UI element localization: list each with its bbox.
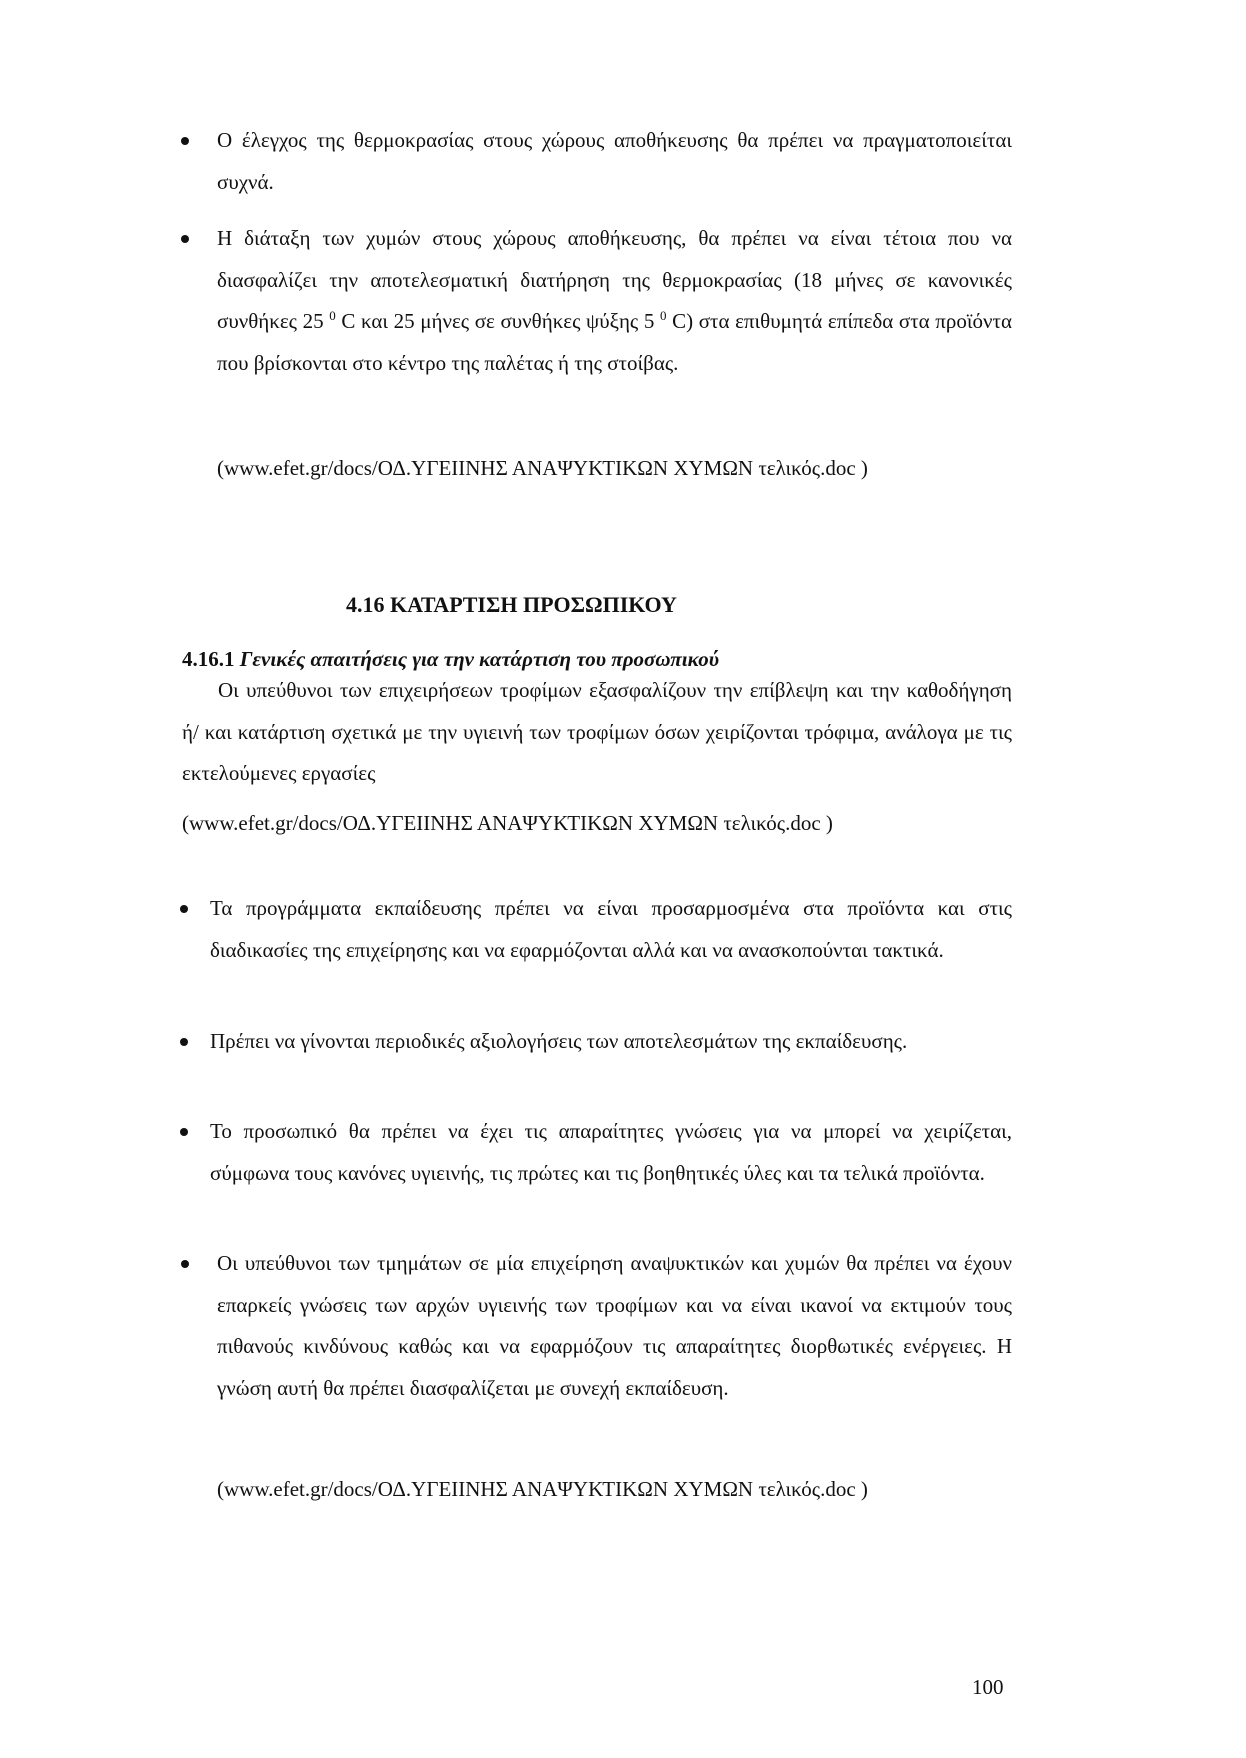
- bullet-text: Η διάταξη των χυμών στους χώρους αποθήκευσης, θα πρέπει να είναι τέτοια που να διασφαλίζει την αποτελεσματική διατήρηση της θερμοκρασίας (18 μήνες σε κανονικές συνθήκες 25 $^0$ C και 25 μήνες σε συνθήκες ψύξης 5 $^0$ C) στα επιθυμητά επίπεδα στα προϊόντα που βρίσκονται στο κέντρο της παλέτας ή της στοίβας.: [217, 226, 1012, 375]
- bullet-icon: [180, 905, 188, 913]
- page-number: 100: [972, 1675, 1004, 1699]
- bullet-text: Το προσωπικό θα πρέπει να έχει τις απαραίτητες γνώσεις για να μπορεί να χειρίζεται, σύμφωνα τους κανόνες υγιεινής, τις πρώτες και τις βοηθητικές ύλες και τα τελικά προϊόντα.: [210, 1119, 1012, 1185]
- subsection-number: 4.16.1: [182, 647, 235, 671]
- bullet-icon: [180, 1038, 188, 1046]
- list-item: [217, 1243, 1012, 1409]
- list-item: [210, 1021, 1012, 1063]
- bullet-icon: [180, 1128, 188, 1136]
- subsection-title: Γενικές απαιτήσεις για την κατάρτιση του προσωπικού: [239, 647, 720, 671]
- bullet-text: Ο έλεγχος της θερμοκρασίας στους χώρους αποθήκευσης θα πρέπει να πραγματοποιείται συχνά.: [217, 128, 1012, 194]
- subsection-heading: [182, 647, 719, 672]
- list-item: [217, 218, 1012, 384]
- source-reference: (www.efet.gr/docs/ΟΔ.ΥΓΕΙΙΝΗΣ ΑΝΑΨΥΚΤΙΚΩΝ ΧΥΜΩΝ τελικός.doc ): [217, 456, 868, 480]
- list-item: [217, 120, 1012, 203]
- source-reference: (www.efet.gr/docs/ΟΔ.ΥΓΕΙΙΝΗΣ ΑΝΑΨΥΚΤΙΚΩΝ ΧΥΜΩΝ τελικός.doc ): [182, 811, 833, 835]
- body-paragraph: Οι υπεύθυνοι των επιχειρήσεων τροφίμων εξασφαλίζουν την επίβλεψη και την καθοδήγηση ή/ και κατάρτιση σχετικά με την υγιεινή των τροφίμων όσων χειρίζονται τρόφιμα, ανάλογα με τις εκτελούμενες εργασίες: [182, 678, 1012, 785]
- bullet-icon: [181, 137, 189, 145]
- bullet-text: Πρέπει να γίνονται περιοδικές αξιολογήσεις των αποτελεσμάτων της εκπαίδευσης.: [210, 1029, 908, 1053]
- section-heading: 4.16 ΚΑΤΑΡΤΙΣΗ ΠΡΟΣΩΠΙΚΟΥ: [346, 592, 677, 617]
- bullet-icon: [181, 1260, 189, 1268]
- source-reference: (www.efet.gr/docs/ΟΔ.ΥΓΕΙΙΝΗΣ ΑΝΑΨΥΚΤΙΚΩΝ ΧΥΜΩΝ τελικός.doc ): [217, 1477, 868, 1501]
- list-item: [210, 1111, 1012, 1194]
- bullet-icon: [181, 235, 189, 243]
- list-item: [210, 888, 1012, 971]
- bullet-text: Τα προγράμματα εκπαίδευσης πρέπει να είναι προσαρμοσμένα στα προϊόντα και στις διαδικασίες της επιχείρησης και να εφαρμόζονται αλλά και να ανασκοπούνται τακτικά.: [210, 896, 1012, 962]
- bullet-text: Οι υπεύθυνοι των τμημάτων σε μία επιχείρηση αναψυκτικών και χυμών θα πρέπει να έχουν επαρκείς γνώσεις των αρχών υγιεινής των τροφίμων και να είναι ικανοί να εκτιμούν τους πιθανούς κινδύνους καθώς και να εφαρμόζουν τις απαραίτητες διορθωτικές ενέργειες. Η γνώση αυτή θα πρέπει διασφαλίζεται με συνεχή εκπαίδευση.: [217, 1251, 1012, 1400]
